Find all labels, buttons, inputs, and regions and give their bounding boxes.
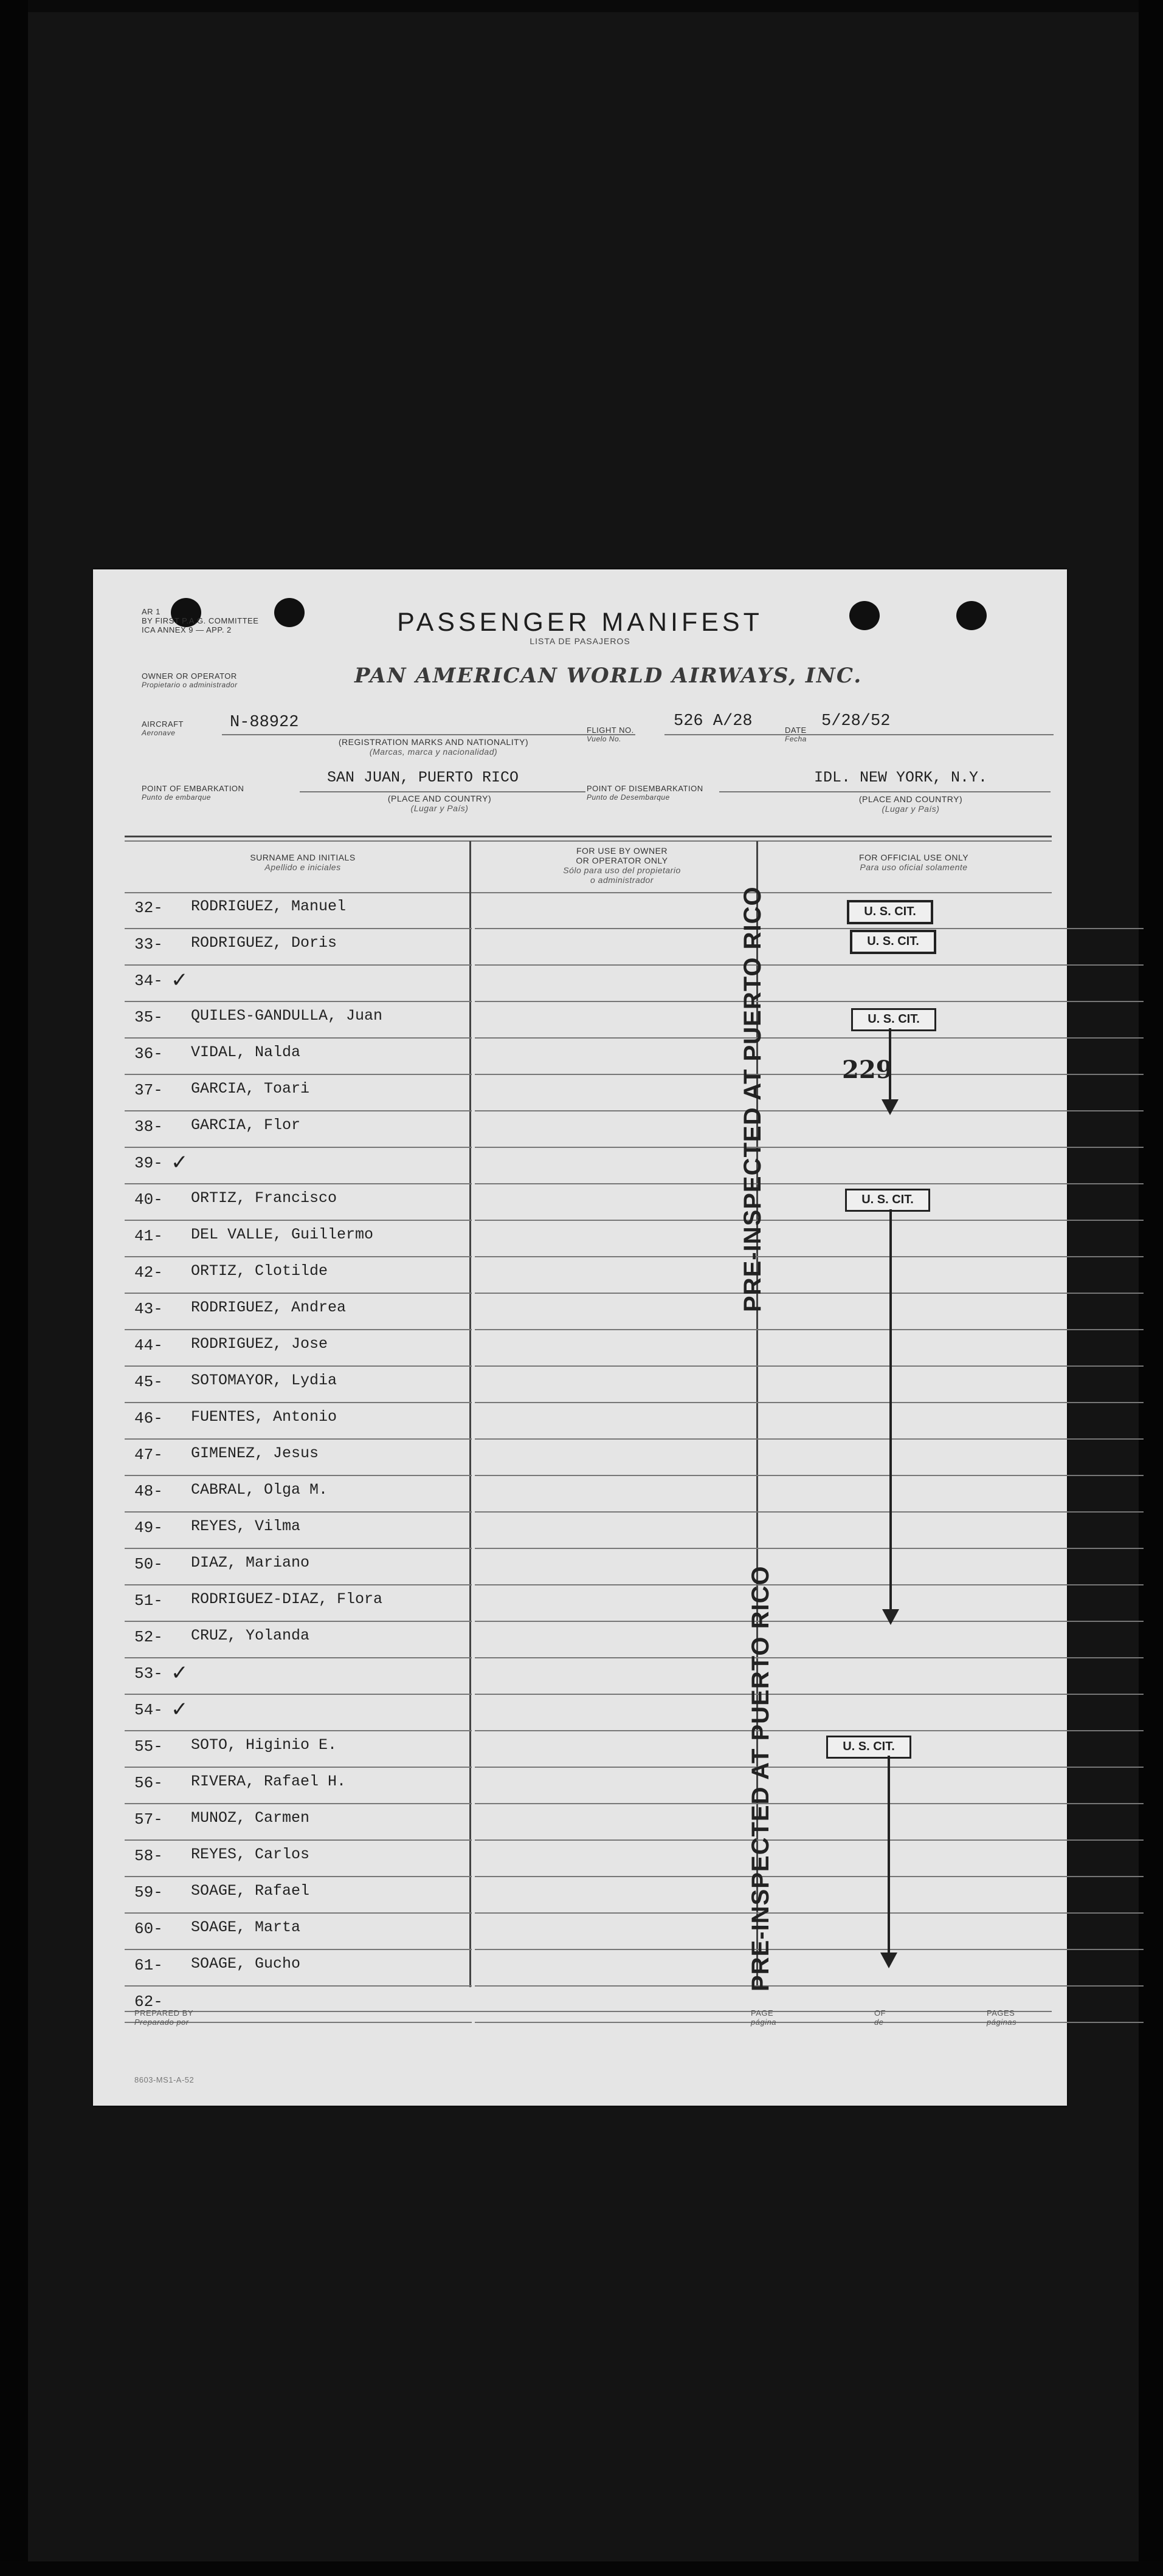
passenger-name: FUENTES, Antonio (191, 1408, 337, 1426)
column-header-names (166, 853, 440, 872)
passenger-row (93, 1476, 1067, 1513)
passenger-number: 45- (134, 1373, 163, 1391)
passenger-number: 44- (134, 1336, 163, 1355)
passenger-number: 57- (134, 1810, 163, 1829)
passenger-name: SOAGE, Rafael (191, 1882, 310, 1900)
disembark-label-en: POINT OF DISEMBARKATION (587, 784, 703, 793)
pages-label-en: PAGES (987, 2008, 1015, 2018)
film-border-left (0, 0, 28, 2576)
passenger-row (93, 1403, 1067, 1440)
passenger-row (93, 1585, 1067, 1622)
embark-label-es: Punto de embarque (142, 793, 211, 802)
column-header-owner-line: OR OPERATOR ONLY (576, 856, 668, 865)
passenger-number: 47- (134, 1446, 163, 1464)
passenger-number: 52- (134, 1628, 163, 1646)
row-rule (475, 2022, 1144, 2023)
column-header-official-en: FOR OFFICIAL USE ONLY (858, 853, 969, 862)
passenger-name: QUILES-GANDULLA, Juan (191, 1007, 383, 1025)
preinspected-stamp: PRE-INSPECTED AT PUERTO RICO (739, 886, 766, 1312)
column-header-official (792, 853, 1035, 872)
passenger-name: RODRIGUEZ, Manuel (191, 898, 347, 915)
passenger-row (93, 1039, 1067, 1075)
us-citizen-stamp: U. S. CIT. (847, 900, 933, 924)
passenger-row (93, 1148, 1067, 1184)
passenger-number: 33- (134, 935, 163, 953)
embark-underline (300, 791, 585, 792)
form-reference-line: BY FIRST P.A.G. COMMITTEE (142, 616, 259, 625)
passenger-number: 61- (134, 1956, 163, 1974)
film-border-bottom (0, 2561, 1163, 2576)
passenger-name: RODRIGUEZ, Doris (191, 934, 337, 952)
passenger-row (93, 1111, 1067, 1148)
disembark-note (832, 794, 990, 814)
owner-value: PAN AMERICAN WORLD AIRWAYS, INC. (354, 664, 863, 688)
passenger-name: DEL VALLE, Guillermo (191, 1226, 374, 1243)
disembark-label-es: Punto de Desembarque (587, 793, 670, 802)
passenger-name: GARCIA, Flor (191, 1116, 301, 1134)
passenger-number: 55- (134, 1737, 163, 1756)
of-label-es: de (874, 2018, 884, 2027)
disembark-label (587, 784, 703, 802)
passenger-number: 53- (134, 1664, 163, 1683)
page-subtitle: LISTA DE PASAJEROS (530, 636, 630, 646)
passenger-row (93, 1622, 1067, 1658)
checkmark-icon: ✓ (171, 1661, 188, 1685)
pages-label (987, 2008, 1016, 2027)
prepared-by-es: Preparado por (134, 2018, 189, 2027)
passenger-row (93, 1914, 1067, 1950)
passenger-number: 43- (134, 1300, 163, 1318)
aircraft-note-es: (Marcas, marca y nacionalidad) (369, 747, 498, 757)
footer-rule (125, 2011, 1052, 2012)
owner-label (142, 671, 238, 689)
of-label (874, 2008, 886, 2027)
passenger-number: 34- (134, 972, 163, 990)
passenger-name: CABRAL, Olga M. (191, 1481, 328, 1499)
bracket-line (889, 1209, 892, 1615)
page-label-es: página (751, 2018, 777, 2027)
bracket-arrow (882, 1099, 899, 1115)
pages-label-es: páginas (987, 2018, 1017, 2027)
passenger-row (93, 1367, 1067, 1403)
flight-value: 526 A/28 (674, 712, 753, 730)
form-reference-line: ICA ANNEX 9 — APP. 2 (142, 625, 232, 634)
disembark-underline (719, 791, 1051, 792)
date-label-en: DATE (785, 726, 807, 735)
column-header-names-en: SURNAME AND INITIALS (250, 853, 356, 862)
passenger-name: REYES, Vilma (191, 1517, 301, 1535)
passenger-name: RIVERA, Rafael H. (191, 1773, 347, 1790)
passenger-number: 59- (134, 1883, 163, 1901)
embark-label (142, 784, 244, 802)
passenger-number: 60- (134, 1920, 163, 1938)
passenger-name: SOAGE, Gucho (191, 1955, 301, 1973)
column-header-owner-line: Sólo para uso del propietario (563, 865, 681, 875)
passenger-number: 58- (134, 1847, 163, 1865)
flight-label-es: Vuelo No. (587, 735, 621, 743)
column-header-owner-line: o administrador (590, 875, 654, 885)
passenger-number: 50- (134, 1555, 163, 1573)
passenger-row (93, 1440, 1067, 1476)
header-separator (125, 840, 1052, 842)
passenger-row (93, 1768, 1067, 1804)
aircraft-label-es: Aeronave (142, 729, 176, 737)
us-citizen-stamp: U. S. CIT. (845, 1189, 930, 1212)
of-label-en: OF (874, 2008, 886, 2018)
column-header-names-es: Apellido e iniciales (264, 862, 341, 872)
flight-label-en: FLIGHT NO. (587, 726, 634, 735)
date-label (785, 726, 807, 743)
handwritten-number: 229 (842, 1056, 893, 1084)
passenger-number: 62- (134, 1993, 163, 2011)
film-border-right (1139, 0, 1163, 2576)
checkmark-icon: ✓ (171, 968, 188, 992)
column-header-official-es: Para uso oficial solamente (860, 862, 968, 872)
passenger-number: 42- (134, 1263, 163, 1282)
passenger-row (93, 1075, 1067, 1111)
passenger-name: CRUZ, Yolanda (191, 1627, 310, 1644)
passenger-name: ORTIZ, Francisco (191, 1189, 337, 1207)
passenger-row (93, 1658, 1067, 1695)
passenger-row (93, 1257, 1067, 1294)
passenger-number: 32- (134, 899, 163, 917)
us-citizen-stamp: U. S. CIT. (826, 1736, 911, 1759)
manifest-page (93, 569, 1067, 2106)
embark-note (361, 794, 519, 813)
bracket-line (888, 1756, 890, 1959)
embark-value: SAN JUAN, PUERTO RICO (327, 769, 519, 786)
date-underline (816, 734, 1054, 735)
checkmark-icon: ✓ (171, 1150, 188, 1175)
passenger-number: 39- (134, 1154, 163, 1172)
passenger-row (93, 1221, 1067, 1257)
page-label (751, 2008, 776, 2027)
passenger-number: 51- (134, 1592, 163, 1610)
passenger-name: RODRIGUEZ-DIAZ, Flora (191, 1590, 383, 1608)
disembark-note-en: (PLACE AND COUNTRY) (858, 794, 963, 804)
passenger-name: RODRIGUEZ, Andrea (191, 1299, 347, 1316)
flight-label (587, 726, 634, 743)
owner-label-es: Propietario o administrador (142, 681, 238, 689)
passenger-row (93, 1804, 1067, 1841)
aircraft-note (306, 737, 561, 757)
passenger-name: ORTIZ, Clotilde (191, 1262, 328, 1280)
passenger-row (93, 1987, 1067, 2023)
us-citizen-stamp: U. S. CIT. (850, 930, 936, 954)
passenger-number: 56- (134, 1774, 163, 1792)
prepared-by-en: PREPARED BY (134, 2008, 194, 2018)
page-title: PASSENGER MANIFEST (397, 608, 763, 637)
embark-note-es: (Lugar y País) (410, 803, 469, 813)
passenger-name: VIDAL, Nalda (191, 1043, 301, 1061)
passenger-number: 37- (134, 1081, 163, 1099)
form-reference-line: AR 1 (142, 607, 160, 616)
passenger-number: 49- (134, 1519, 163, 1537)
passenger-name: GIMENEZ, Jesus (191, 1444, 319, 1462)
bracket-arrow (882, 1609, 899, 1625)
aircraft-value: N-88922 (230, 713, 299, 732)
embark-label-en: POINT OF EMBARKATION (142, 784, 244, 793)
passenger-name: GARCIA, Toari (191, 1080, 310, 1097)
aircraft-underline (222, 734, 635, 735)
page-label-en: PAGE (751, 2008, 774, 2018)
passenger-row (93, 1549, 1067, 1585)
passenger-row (93, 1877, 1067, 1914)
us-citizen-stamp: U. S. CIT. (851, 1008, 936, 1031)
passenger-name: REYES, Carlos (191, 1846, 310, 1863)
preinspected-stamp: PRE-INSPECTED AT PUERTO RICO (747, 1565, 774, 1991)
owner-label-en: OWNER OR OPERATOR (142, 671, 237, 681)
form-code: 8603-MS1-A-52 (134, 2075, 195, 2084)
passenger-name: MUNOZ, Carmen (191, 1809, 310, 1827)
passenger-number: 46- (134, 1409, 163, 1427)
passenger-row (93, 1294, 1067, 1330)
passenger-row (93, 1695, 1067, 1731)
passenger-row (93, 1841, 1067, 1877)
passenger-number: 48- (134, 1482, 163, 1500)
checkmark-icon: ✓ (171, 1697, 188, 1722)
disembark-value: IDL. NEW YORK, N.Y. (814, 769, 988, 786)
passenger-number: 41- (134, 1227, 163, 1245)
passenger-row (93, 1950, 1067, 1987)
header-separator (125, 836, 1052, 837)
passenger-name: SOAGE, Marta (191, 1918, 301, 1936)
passenger-row (93, 966, 1067, 1002)
embark-note-en: (PLACE AND COUNTRY) (387, 794, 492, 803)
passenger-number: 40- (134, 1190, 163, 1209)
passenger-name: SOTO, Higinio E. (191, 1736, 337, 1754)
passenger-number: 36- (134, 1045, 163, 1063)
aircraft-label (142, 720, 184, 737)
bracket-arrow (880, 1953, 897, 1968)
passenger-row (93, 1330, 1067, 1367)
passenger-row (93, 1731, 1067, 1768)
prepared-by-label (134, 2008, 193, 2027)
passenger-number: 35- (134, 1008, 163, 1026)
column-header-owner (494, 846, 750, 885)
passenger-number: 54- (134, 1701, 163, 1719)
column-header-owner-line: FOR USE BY OWNER (576, 846, 668, 856)
aircraft-note-en: (REGISTRATION MARKS AND NATIONALITY) (338, 737, 529, 747)
passenger-name: RODRIGUEZ, Jose (191, 1335, 328, 1353)
disembark-note-es: (Lugar y País) (882, 804, 940, 814)
passenger-name: SOTOMAYOR, Lydia (191, 1372, 337, 1389)
film-border-top (0, 0, 1163, 12)
aircraft-label-en: AIRCRAFT (142, 720, 184, 729)
date-label-es: Fecha (785, 735, 807, 743)
date-value: 5/28/52 (821, 712, 891, 730)
passenger-name: DIAZ, Mariano (191, 1554, 310, 1571)
passenger-row (93, 1513, 1067, 1549)
passenger-number: 38- (134, 1118, 163, 1136)
